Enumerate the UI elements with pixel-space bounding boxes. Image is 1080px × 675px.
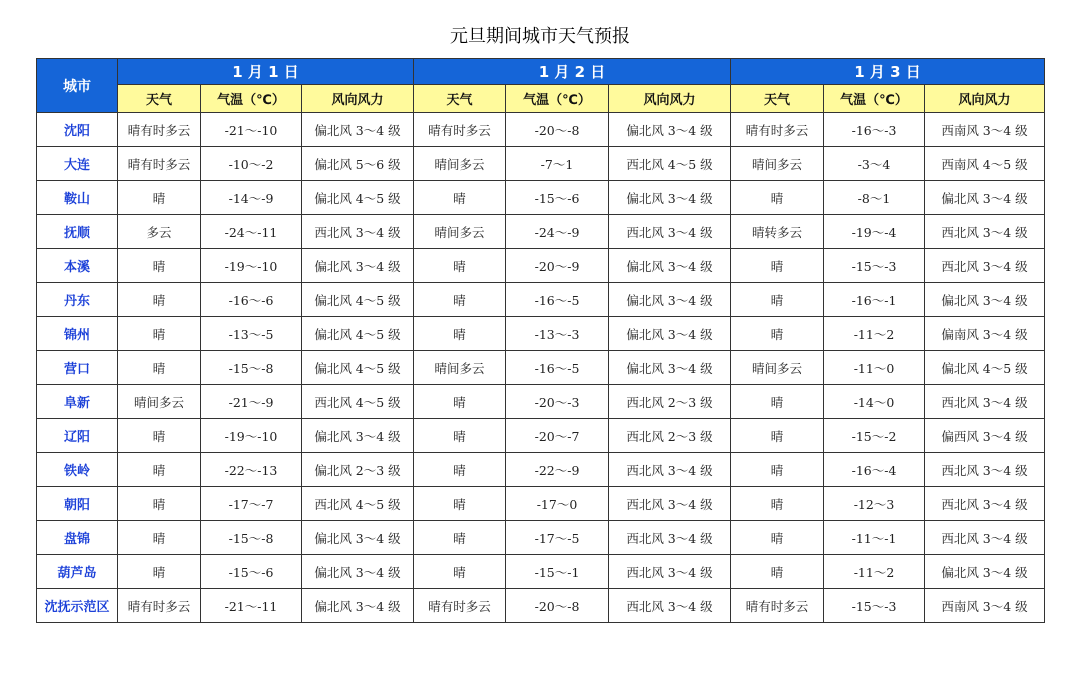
- table-row: [37, 419, 1045, 453]
- table-row: [37, 181, 1045, 215]
- weather-cell: 晴: [731, 487, 824, 521]
- weather-cell: 晴: [118, 419, 201, 453]
- weather-cell: 晴: [118, 555, 201, 589]
- temperature-cell: -14～-9: [201, 181, 302, 215]
- wind-cell: 偏北风 3～4 级: [302, 249, 414, 283]
- weather-cell: 晴: [118, 521, 201, 555]
- temperature-cell: -17～-5: [506, 521, 609, 555]
- weather-cell: 晴转多云: [731, 215, 824, 249]
- temperature-cell: -15～-6: [506, 181, 609, 215]
- weather-cell: 晴: [414, 419, 506, 453]
- temperature-cell: -21～-10: [201, 113, 302, 147]
- wind-cell: 偏北风 3～4 级: [302, 555, 414, 589]
- temperature-cell: -13～-3: [506, 317, 609, 351]
- wind-cell: 西北风 3～4 级: [609, 555, 731, 589]
- temperature-cell: -17～-7: [201, 487, 302, 521]
- wind-cell: 偏北风 4～5 级: [302, 317, 414, 351]
- temperature-cell: -10～-2: [201, 147, 302, 181]
- weather-cell: 晴有时多云: [118, 589, 201, 623]
- table-row: [37, 453, 1045, 487]
- temperature-cell: -19～-10: [201, 249, 302, 283]
- city-name-cell: 营口: [37, 351, 118, 385]
- wind-cell: 偏北风 2～3 级: [302, 453, 414, 487]
- date-header-day3: 1 月 3 日: [731, 59, 1045, 85]
- weather-header-day2: 天气: [414, 85, 506, 113]
- temperature-cell: -14～0: [824, 385, 925, 419]
- wind-cell: 偏北风 4～5 级: [302, 283, 414, 317]
- weather-cell: 晴: [118, 317, 201, 351]
- table-row: [37, 317, 1045, 351]
- weather-cell: 多云: [118, 215, 201, 249]
- temperature-cell: -13～-5: [201, 317, 302, 351]
- weather-cell: 晴: [731, 249, 824, 283]
- page-title: 元旦期间城市天气预报: [450, 26, 630, 47]
- table-row: [37, 215, 1045, 249]
- wind-cell: 西北风 3～4 级: [925, 453, 1045, 487]
- temperature-cell: -11～-1: [824, 521, 925, 555]
- temperature-cell: -20～-3: [506, 385, 609, 419]
- temperature-cell: -15～-3: [824, 249, 925, 283]
- city-name-cell: 本溪: [37, 249, 118, 283]
- weather-cell: 晴有时多云: [731, 113, 824, 147]
- temperature-cell: -15～-3: [824, 589, 925, 623]
- temperature-cell: -24～-9: [506, 215, 609, 249]
- weather-cell: 晴: [118, 351, 201, 385]
- temperature-cell: -19～-4: [824, 215, 925, 249]
- weather-cell: 晴: [118, 487, 201, 521]
- temperature-cell: -16～-5: [506, 351, 609, 385]
- weather-cell: 晴: [414, 555, 506, 589]
- wind-cell: 偏北风 3～4 级: [609, 113, 731, 147]
- wind-cell: 西北风 4～5 级: [609, 147, 731, 181]
- weather-cell: 晴间多云: [731, 351, 824, 385]
- temperature-cell: -15～-8: [201, 521, 302, 555]
- weather-cell: 晴: [414, 385, 506, 419]
- city-name-cell: 大连: [37, 147, 118, 181]
- weather-cell: 晴: [118, 453, 201, 487]
- wind-cell: 西北风 3～4 级: [925, 487, 1045, 521]
- wind-cell: 西北风 3～4 级: [609, 589, 731, 623]
- wind-cell: 西北风 4～5 级: [302, 385, 414, 419]
- temperature-header-day3: 气温（℃）: [824, 85, 925, 113]
- wind-cell: 偏北风 3～4 级: [609, 249, 731, 283]
- city-name-cell: 鞍山: [37, 181, 118, 215]
- weather-header-day3: 天气: [731, 85, 824, 113]
- wind-cell: 偏北风 3～4 级: [609, 283, 731, 317]
- wind-cell: 西南风 3～4 级: [925, 113, 1045, 147]
- city-name-cell: 盘锦: [37, 521, 118, 555]
- weather-cell: 晴间多云: [414, 147, 506, 181]
- temperature-cell: -7～1: [506, 147, 609, 181]
- wind-cell: 西北风 2～3 级: [609, 419, 731, 453]
- weather-cell: 晴: [414, 487, 506, 521]
- weather-cell: 晴: [731, 385, 824, 419]
- wind-header-day1: 风向风力: [302, 85, 414, 113]
- temperature-cell: -20～-9: [506, 249, 609, 283]
- weather-cell: 晴有时多云: [731, 589, 824, 623]
- city-name-cell: 沈阳: [37, 113, 118, 147]
- weather-cell: 晴有时多云: [118, 147, 201, 181]
- wind-cell: 西北风 3～4 级: [925, 249, 1045, 283]
- temperature-header-day2: 气温（℃）: [506, 85, 609, 113]
- wind-cell: 偏北风 3～4 级: [302, 521, 414, 555]
- wind-cell: 西北风 3～4 级: [609, 521, 731, 555]
- weather-header-day1: 天气: [118, 85, 201, 113]
- weather-table: [36, 58, 1045, 623]
- weather-cell: 晴间多云: [118, 385, 201, 419]
- wind-header-day2: 风向风力: [609, 85, 731, 113]
- wind-cell: 西北风 3～4 级: [925, 215, 1045, 249]
- weather-cell: 晴: [731, 521, 824, 555]
- wind-cell: 偏北风 3～4 级: [302, 113, 414, 147]
- weather-cell: 晴: [731, 453, 824, 487]
- table-row: [37, 555, 1045, 589]
- date-header-day2: 1 月 2 日: [414, 59, 731, 85]
- temperature-cell: -16～-6: [201, 283, 302, 317]
- city-name-cell: 锦州: [37, 317, 118, 351]
- wind-cell: 偏北风 3～4 级: [925, 555, 1045, 589]
- temperature-cell: -12～3: [824, 487, 925, 521]
- temperature-cell: -16～-3: [824, 113, 925, 147]
- wind-cell: 偏北风 3～4 级: [302, 589, 414, 623]
- wind-cell: 偏南风 3～4 级: [925, 317, 1045, 351]
- weather-cell: 晴: [414, 521, 506, 555]
- temperature-cell: -22～-13: [201, 453, 302, 487]
- table-row: [37, 385, 1045, 419]
- city-name-cell: 抚顺: [37, 215, 118, 249]
- table-row: [37, 147, 1045, 181]
- table-row: [37, 249, 1045, 283]
- temperature-header-day1: 气温（℃）: [201, 85, 302, 113]
- wind-cell: 西北风 4～5 级: [302, 487, 414, 521]
- temperature-cell: -8～1: [824, 181, 925, 215]
- table-row: [37, 351, 1045, 385]
- wind-cell: 西南风 3～4 级: [925, 589, 1045, 623]
- city-column-header: 城市: [37, 59, 118, 113]
- temperature-cell: -15～-1: [506, 555, 609, 589]
- table-row: [37, 113, 1045, 147]
- wind-cell: 西北风 3～4 级: [925, 385, 1045, 419]
- table-row: [37, 521, 1045, 555]
- date-header-day1: 1 月 1 日: [118, 59, 414, 85]
- wind-cell: 西北风 3～4 级: [925, 521, 1045, 555]
- wind-cell: 偏北风 3～4 级: [925, 283, 1045, 317]
- wind-cell: 偏北风 3～4 级: [609, 181, 731, 215]
- weather-cell: 晴: [414, 453, 506, 487]
- wind-cell: 偏北风 4～5 级: [302, 351, 414, 385]
- wind-cell: 西南风 4～5 级: [925, 147, 1045, 181]
- city-name-cell: 沈抚示范区: [37, 589, 118, 623]
- temperature-cell: -19～-10: [201, 419, 302, 453]
- table-row: [37, 283, 1045, 317]
- city-name-cell: 丹东: [37, 283, 118, 317]
- weather-cell: 晴: [414, 249, 506, 283]
- weather-cell: 晴: [414, 317, 506, 351]
- wind-cell: 偏北风 3～4 级: [609, 317, 731, 351]
- city-name-cell: 阜新: [37, 385, 118, 419]
- weather-cell: 晴间多云: [414, 351, 506, 385]
- wind-cell: 偏北风 3～4 级: [609, 351, 731, 385]
- temperature-cell: -20～-8: [506, 113, 609, 147]
- wind-cell: 西北风 3～4 级: [609, 453, 731, 487]
- wind-cell: 偏北风 3～4 级: [925, 181, 1045, 215]
- temperature-cell: -16～-5: [506, 283, 609, 317]
- temperature-cell: -11～2: [824, 317, 925, 351]
- temperature-cell: -15～-8: [201, 351, 302, 385]
- temperature-cell: -15～-6: [201, 555, 302, 589]
- weather-cell: 晴: [118, 283, 201, 317]
- weather-cell: 晴: [731, 419, 824, 453]
- temperature-cell: -21～-11: [201, 589, 302, 623]
- temperature-cell: -21～-9: [201, 385, 302, 419]
- weather-cell: 晴: [414, 283, 506, 317]
- temperature-cell: -24～-11: [201, 215, 302, 249]
- weather-cell: 晴: [118, 249, 201, 283]
- temperature-cell: -20～-7: [506, 419, 609, 453]
- city-name-cell: 辽阳: [37, 419, 118, 453]
- wind-cell: 偏北风 4～5 级: [925, 351, 1045, 385]
- city-name-cell: 朝阳: [37, 487, 118, 521]
- weather-cell: 晴间多云: [731, 147, 824, 181]
- wind-cell: 偏北风 5～6 级: [302, 147, 414, 181]
- weather-cell: 晴有时多云: [118, 113, 201, 147]
- wind-header-day3: 风向风力: [925, 85, 1045, 113]
- temperature-cell: -17～0: [506, 487, 609, 521]
- table-row: [37, 487, 1045, 521]
- weather-cell: 晴: [731, 555, 824, 589]
- wind-cell: 西北风 3～4 级: [609, 487, 731, 521]
- table-row: [37, 589, 1045, 623]
- wind-cell: 偏西风 3～4 级: [925, 419, 1045, 453]
- temperature-cell: -22～-9: [506, 453, 609, 487]
- weather-cell: 晴: [731, 317, 824, 351]
- temperature-cell: -16～-4: [824, 453, 925, 487]
- weather-cell: 晴有时多云: [414, 113, 506, 147]
- wind-cell: 西北风 2～3 级: [609, 385, 731, 419]
- weather-cell: 晴: [731, 181, 824, 215]
- weather-cell: 晴: [118, 181, 201, 215]
- temperature-cell: -11～2: [824, 555, 925, 589]
- weather-cell: 晴: [414, 181, 506, 215]
- temperature-cell: -16～-1: [824, 283, 925, 317]
- temperature-cell: -11～0: [824, 351, 925, 385]
- temperature-cell: -3～4: [824, 147, 925, 181]
- wind-cell: 西北风 3～4 级: [609, 215, 731, 249]
- wind-cell: 偏北风 3～4 级: [302, 419, 414, 453]
- city-name-cell: 铁岭: [37, 453, 118, 487]
- weather-cell: 晴有时多云: [414, 589, 506, 623]
- city-name-cell: 葫芦岛: [37, 555, 118, 589]
- weather-cell: 晴间多云: [414, 215, 506, 249]
- wind-cell: 偏北风 4～5 级: [302, 181, 414, 215]
- wind-cell: 西北风 3～4 级: [302, 215, 414, 249]
- temperature-cell: -20～-8: [506, 589, 609, 623]
- weather-cell: 晴: [731, 283, 824, 317]
- temperature-cell: -15～-2: [824, 419, 925, 453]
